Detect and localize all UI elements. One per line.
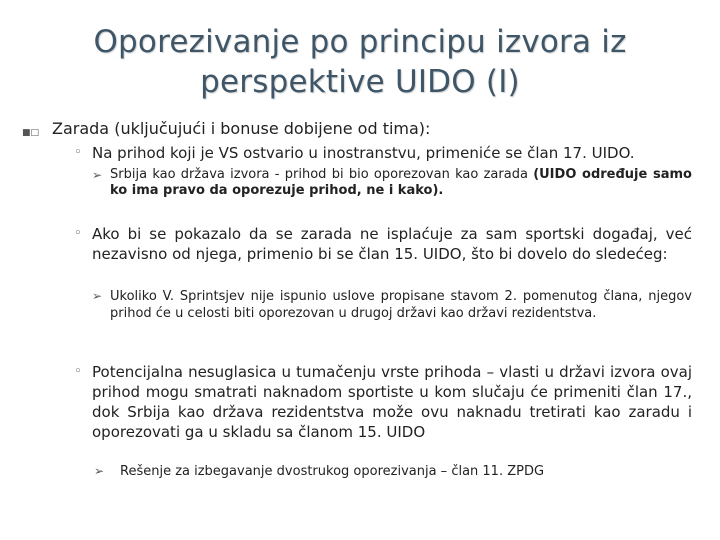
circle-bullet-icon: ◦ xyxy=(74,145,82,160)
arrow-bullet-icon: ➢ xyxy=(92,289,103,303)
circle-bullet-icon: ◦ xyxy=(74,364,82,379)
bullet-text: Zarada (uključujući i bonuse dobijene od tima): xyxy=(52,119,431,138)
sub-bullet-text: Potencijalna nesuglasica u tumačenju vrste prihoda – vlasti u državi izvora ovaj prihod mogu smatrati naknadom sportiste u kom slučaju će primeniti član 17., dok Srbija kao država rezidentstva može ovu naknadu tretirati kao zaradu i oporezovati ga u skladu sa članom 15. UIDO xyxy=(92,363,692,441)
arrow-bullet-icon: ➢ xyxy=(94,464,105,478)
bullet-zarada xyxy=(22,119,692,139)
sub-sub-bullet-bold-text: (UIDO određuje samo ko ima pravo da oporezuje prihod, ne i kako). xyxy=(110,167,692,198)
slide-title xyxy=(20,22,700,102)
sub-sub-bullet-text: Ukoliko V. Sprintsjev nije ispunio uslove propisane stavom 2. pomenutog člana, njegov prihod će u celosti biti oporezovan u drugoj državi kao državi rezidentstva. xyxy=(110,289,692,321)
sub-sub-bullet-resenje xyxy=(94,463,692,480)
sub-bullet-text: Na prihod koji je VS ostvario u inostranstvu, primeniće se član 17. UIDO. xyxy=(92,144,635,162)
sub-sub-bullet-srbija xyxy=(92,167,692,199)
arrow-bullet-icon: ➢ xyxy=(92,168,103,182)
sub-sub-bullet-text: Rešenje za izbegavanje dvostrukog oporezivanja – član 11. ZPDG xyxy=(120,464,545,479)
sub-sub-bullet-sprintsjev xyxy=(92,288,692,322)
circle-bullet-icon: ◦ xyxy=(74,226,82,241)
sub-bullet-text: Ako bi se pokazalo da se zarada ne isplaćuje za sam sportski događaj, već nezavisno od njega, primenio bi se član 15. UIDO, što bi dovelo do sledećeg: xyxy=(92,225,692,263)
square-bullet-icon: ■□ xyxy=(22,128,40,138)
title-line-2: perspektive UIDO (I) xyxy=(200,64,520,100)
sub-sub-bullet-text: Srbija kao država izvora - prihod bi bio oporezovan kao zarada xyxy=(110,167,534,182)
title-line-1: Oporezivanje po principu izvora iz xyxy=(93,24,627,60)
sub-bullet-clan-15 xyxy=(74,224,692,264)
sub-bullet-nesuglasica xyxy=(74,362,692,442)
sub-bullet-clan-17 xyxy=(74,143,692,163)
